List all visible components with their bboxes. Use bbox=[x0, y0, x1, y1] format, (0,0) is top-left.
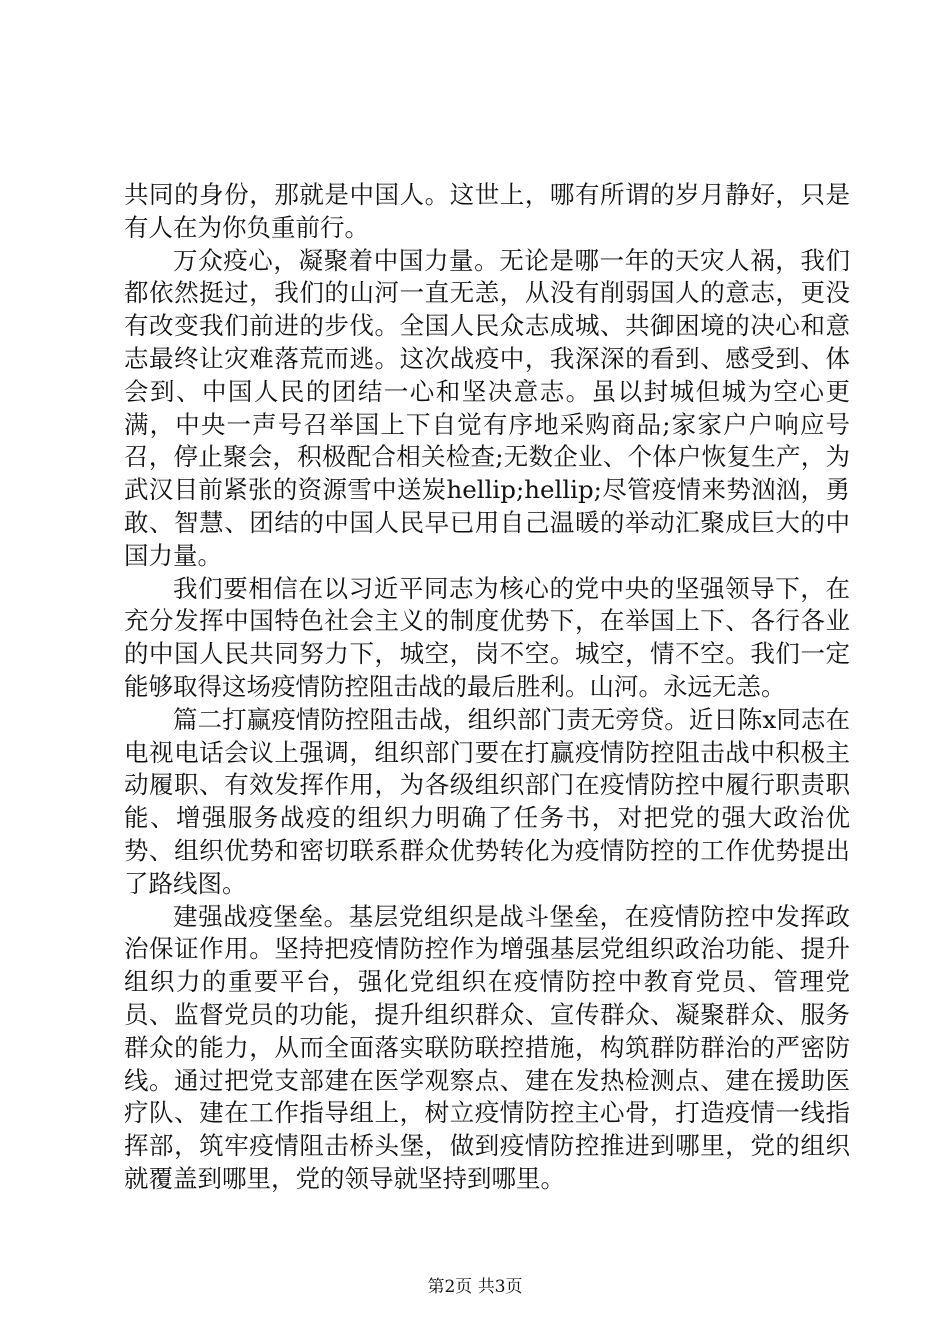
paragraph-5: 建强战疫堡垒。基层党组织是战斗堡垒，在疫情防控中发挥政治保证作用。坚持把疫情防控作为增强基层党组织政治功能、提升组织力的重要平台，强化党组织在疫情防控中教育党员、管理党员、监督党员的功能，提升组织群众、宣传群众、凝聚群众、服务群众的能力，从而全面落实联防联控措施，构筑群防群治的严密防线。通过把党支部建在医学观察点、建在发热检测点、建在援助医疗队、建在工作指导组上，树立疫情防控主心骨，打造疫情一线指挥部，筑牢疫情阻击桥头堡，做到疫情防控推进到哪里，党的组织就覆盖到哪里，党的领导就坚持到哪里。 bbox=[124, 901, 850, 1193]
document-body bbox=[124, 179, 850, 1196]
paragraph-4: 篇二打赢疫情防控阻击战，组织部门责无旁贷。近日陈x同志在电视电话会议上强调，组织部门要在打赢疫情防控阻击战中积极主动履职、有效发挥作用，为各级组织部门在疫情防控中履行职责职能、增强服务战疫的组织力明确了任务书，对把党的强大政治优势、组织优势和密切联系群众优势转化为疫情防控的工作优势提出了路线图。 bbox=[124, 704, 850, 898]
page-number-footer: 第2页 共3页 bbox=[427, 1277, 523, 1297]
paragraph-3: 我们要相信在以习近平同志为核心的党中央的坚强领导下，在充分发挥中国特色社会主义的制度优势下，在举国上下、各行各业的中国人民共同努力下，城空，岗不空。城空，情不空。我们一定能够取得这场疫情防控阻击战的最后胜利。山河。永远无恙。 bbox=[124, 573, 850, 701]
paragraph-2: 万众疫心，凝聚着中国力量。无论是哪一年的天灾人祸，我们都依然挺过，我们的山河一直无恙，从没有削弱国人的意志，更没有改变我们前进的步伐。全国人民众志成城、共御困境的决心和意志最终让灾难落荒而逃。这次战疫中，我深深的看到、感受到、体会到、中国人民的团结一心和坚决意志。虽以封城但城为空心更满，中央一声号召举国上下自觉有序地采购商品;家家户户响应号召，停止聚会，积极配合相关检查;无数企业、个体户恢复生产，为武汉目前紧张的资源雪中送炭hellip;hellip;尽管疫情来势汹汹，勇敢、智慧、团结的中国人民早已用自己温暖的举动汇聚成巨大的中国力量。 bbox=[124, 245, 850, 570]
paragraph-1: 共同的身份，那就是中国人。这世上，哪有所谓的岁月静好，只是有人在为你负重前行。 bbox=[124, 180, 850, 242]
